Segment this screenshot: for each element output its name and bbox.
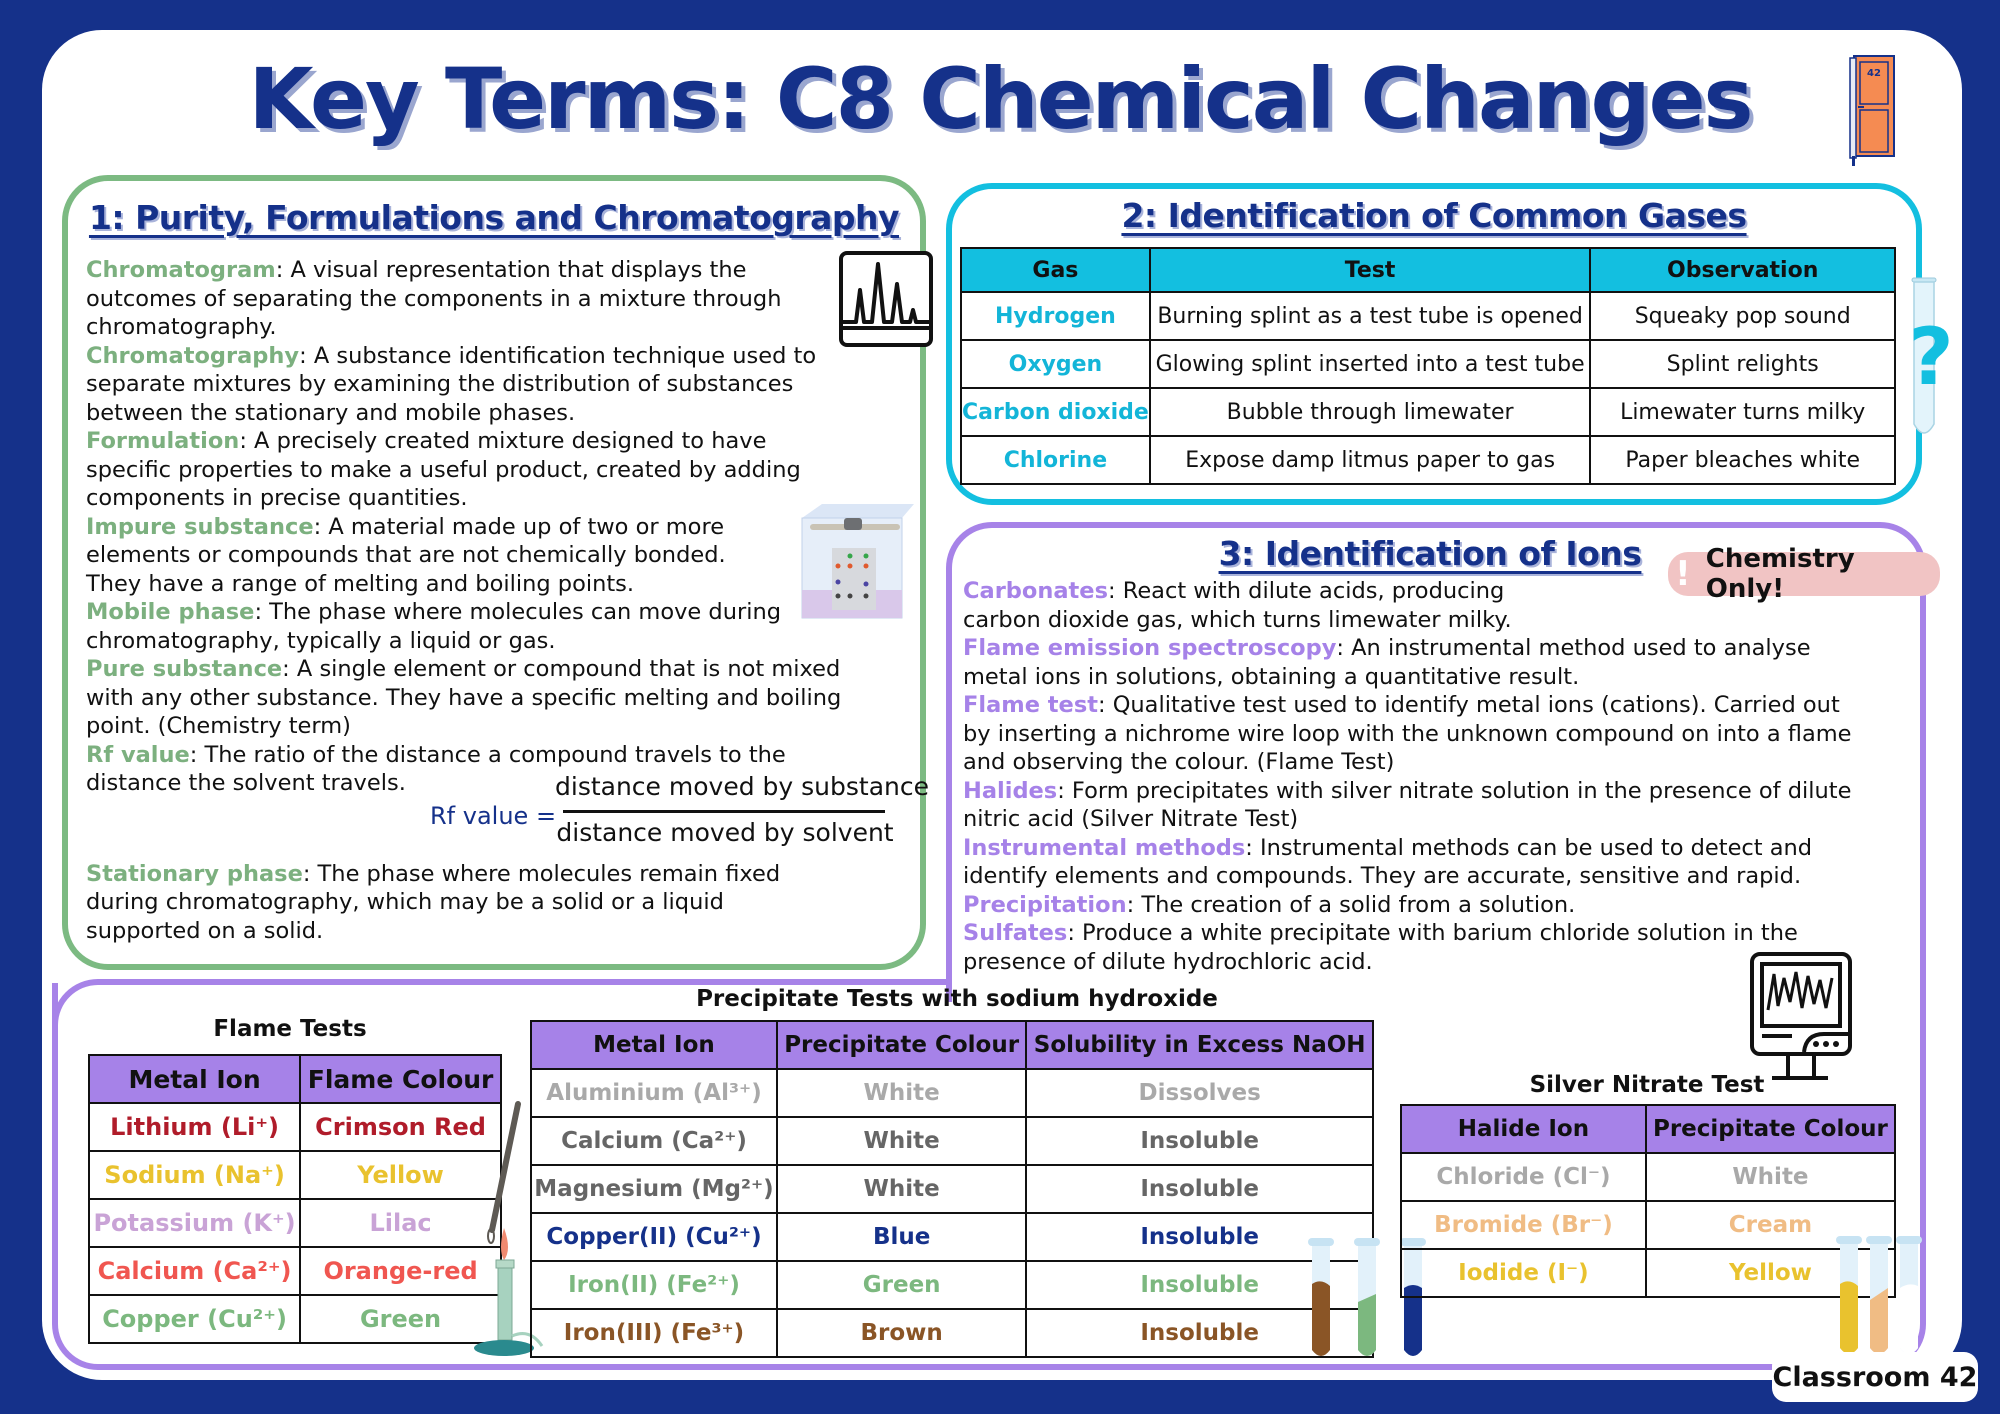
definition-mobile-phase: Mobile phase: The phase where molecules can move during chromatography, typically a liquid or gas. <box>86 599 782 654</box>
classroom-42-brand: Classroom 42 <box>1772 1352 1978 1402</box>
definition-flame-emission-spectroscopy: Flame emission spectroscopy: An instrumental method used to analyse metal ions in solutions, obtaining a quantitative result. <box>963 635 1811 690</box>
definition-sulfates: Sulfates: Produce a white precipitate with barium chloride solution in the presence of dilute hydrochloric acid. <box>963 920 1798 975</box>
precipitate-tests-table <box>530 1020 1374 1358</box>
definition-precipitation: Precipitation: The creation of a solid from a solution. <box>963 891 1576 918</box>
table-row: Carbon dioxide Bubble through limewater Limewater turns milky <box>961 388 1895 436</box>
definition-flame-test: Flame test: Qualitative test used to identify metal ions (cations). Carried out by inserting a nichrome wire loop with the unknown compound on into a flame and observing the colour. (Flame Test) <box>963 692 1852 775</box>
silver-nitrate-table <box>1400 1104 1896 1298</box>
page-title: Key Terms: C8 Chemical Changes <box>248 50 1752 148</box>
column-header-observation: Observation <box>1590 248 1895 292</box>
definition-formulation: Formulation: A precisely created mixture designed to have specific properties to make a useful product, created by adding components in precise quantities. <box>86 428 801 511</box>
table-row: Iron(III) (Fe³⁺) Brown Insoluble <box>531 1309 1373 1357</box>
definition-rf-value: Rf value: The ratio of the distance a compound travels to the distance the solvent travels. <box>86 741 786 796</box>
table-row: Oxygen Glowing splint inserted into a test tube Splint relights <box>961 340 1895 388</box>
silver-nitrate-heading: Silver Nitrate Test <box>1529 1072 1765 1098</box>
table-row: Copper (Cu²⁺) Green <box>89 1295 501 1343</box>
table-row: Bromide (Br⁻) Cream <box>1401 1201 1895 1249</box>
rf-numerator: distance moved by substance <box>555 772 929 801</box>
definition-chromatogram: Chromatogram: A visual representation that displays the outcomes of separating the components in a mixture through chromatography. <box>86 257 782 340</box>
column-header-metal-ion: Metal Ion <box>531 1021 777 1069</box>
door-icon <box>1848 52 1900 167</box>
column-header-solubility: Solubility in Excess NaOH <box>1026 1021 1373 1069</box>
precipitate-tests-heading: Precipitate Tests with sodium hydroxide <box>696 986 1218 1012</box>
svg-text:42: 42 <box>1867 68 1881 79</box>
table-row: Hydrogen Burning splint as a test tube is opened Squeaky pop sound <box>961 292 1895 340</box>
fraction-bar <box>563 810 885 813</box>
table-row: Copper(II) (Cu²⁺) Blue Insoluble <box>531 1213 1373 1261</box>
column-header-gas: Gas <box>961 248 1150 292</box>
rf-denominator: distance moved by solvent <box>556 818 894 847</box>
column-header-test: Test <box>1150 248 1591 292</box>
column-header-flame-colour: Flame Colour <box>300 1055 501 1103</box>
table-row: Iodide (I⁻) Yellow <box>1401 1249 1895 1297</box>
table-row: Lithium (Li⁺) Crimson Red <box>89 1103 501 1151</box>
question-test-tube-icon <box>1906 274 1956 446</box>
gas-tests-table <box>960 247 1896 485</box>
flame-tests-table <box>88 1054 502 1344</box>
section-1-heading: 1: Purity, Formulations and Chromatography <box>88 198 900 237</box>
definition-pure-substance: Pure substance: A single element or compound that is not mixed with any other substance. They have a specific melting and boiling point. (Chemistry term) <box>86 656 842 739</box>
chemistry-only-badge: ! Chemistry Only! <box>1668 552 1940 596</box>
column-header-precipitate-colour: Precipitate Colour <box>1646 1105 1895 1153</box>
exclamation-icon: ! <box>1675 554 1691 594</box>
column-header-halide-ion: Halide Ion <box>1401 1105 1646 1153</box>
table-row: Aluminium (Al³⁺) White Dissolves <box>531 1069 1373 1117</box>
svg-text:?: ? <box>1908 313 1954 403</box>
definition-stationary-phase: Stationary phase: The phase where molecules remain fixed during chromatography, which may be a solid or a liquid supported on a solid. <box>86 860 781 944</box>
table-row: Sodium (Na⁺) Yellow <box>89 1151 501 1199</box>
section-2-heading: 2: Identification of Common Gases <box>1121 196 1747 235</box>
definition-instrumental-methods: Instrumental methods: Instrumental methods can be used to detect and identify elements and compounds. They are accurate, sensitive and rapid. <box>963 834 1813 889</box>
definition-carbonates: Carbonates: React with dilute acids, producing carbon dioxide gas, which turns limewater milky. <box>963 578 1512 633</box>
table-row: Chlorine Expose damp litmus paper to gas Paper bleaches white <box>961 436 1895 484</box>
table-row: Chloride (Cl⁻) White <box>1401 1153 1895 1201</box>
section-3-heading: 3: Identification of Ions <box>1218 534 1642 573</box>
halide-test-tubes-icon <box>1834 1236 1956 1362</box>
column-header-precipitate-colour: Precipitate Colour <box>777 1021 1026 1069</box>
table-row: Magnesium (Mg²⁺) White Insoluble <box>531 1165 1373 1213</box>
section-3-definitions <box>963 577 1863 976</box>
column-header-metal-ion: Metal Ion <box>89 1055 300 1103</box>
table-row: Iron(II) (Fe²⁺) Green Insoluble <box>531 1261 1373 1309</box>
flame-tests-heading: Flame Tests <box>213 1016 367 1042</box>
definition-impure-substance: Impure substance: A material made up of two or more elements or compounds that are not chemically bonded. They have a range of melting and boiling points. <box>86 513 726 597</box>
table-row: Calcium (Ca²⁺) White Insoluble <box>531 1117 1373 1165</box>
definition-halides: Halides: Form precipitates with silver nitrate solution in the presence of dilute nitric acid (Silver Nitrate Test) <box>963 777 1852 832</box>
rf-formula-label: Rf value = <box>430 802 557 830</box>
definition-chromatography: Chromatography: A substance identification technique used to separate mixtures by examining the distribution of substances between the stationary and mobile phases. <box>86 342 817 426</box>
chromatogram-icon <box>838 250 934 348</box>
table-row: Calcium (Ca²⁺) Orange-red <box>89 1247 501 1295</box>
table-row: Potassium (K⁺) Lilac <box>89 1199 501 1247</box>
